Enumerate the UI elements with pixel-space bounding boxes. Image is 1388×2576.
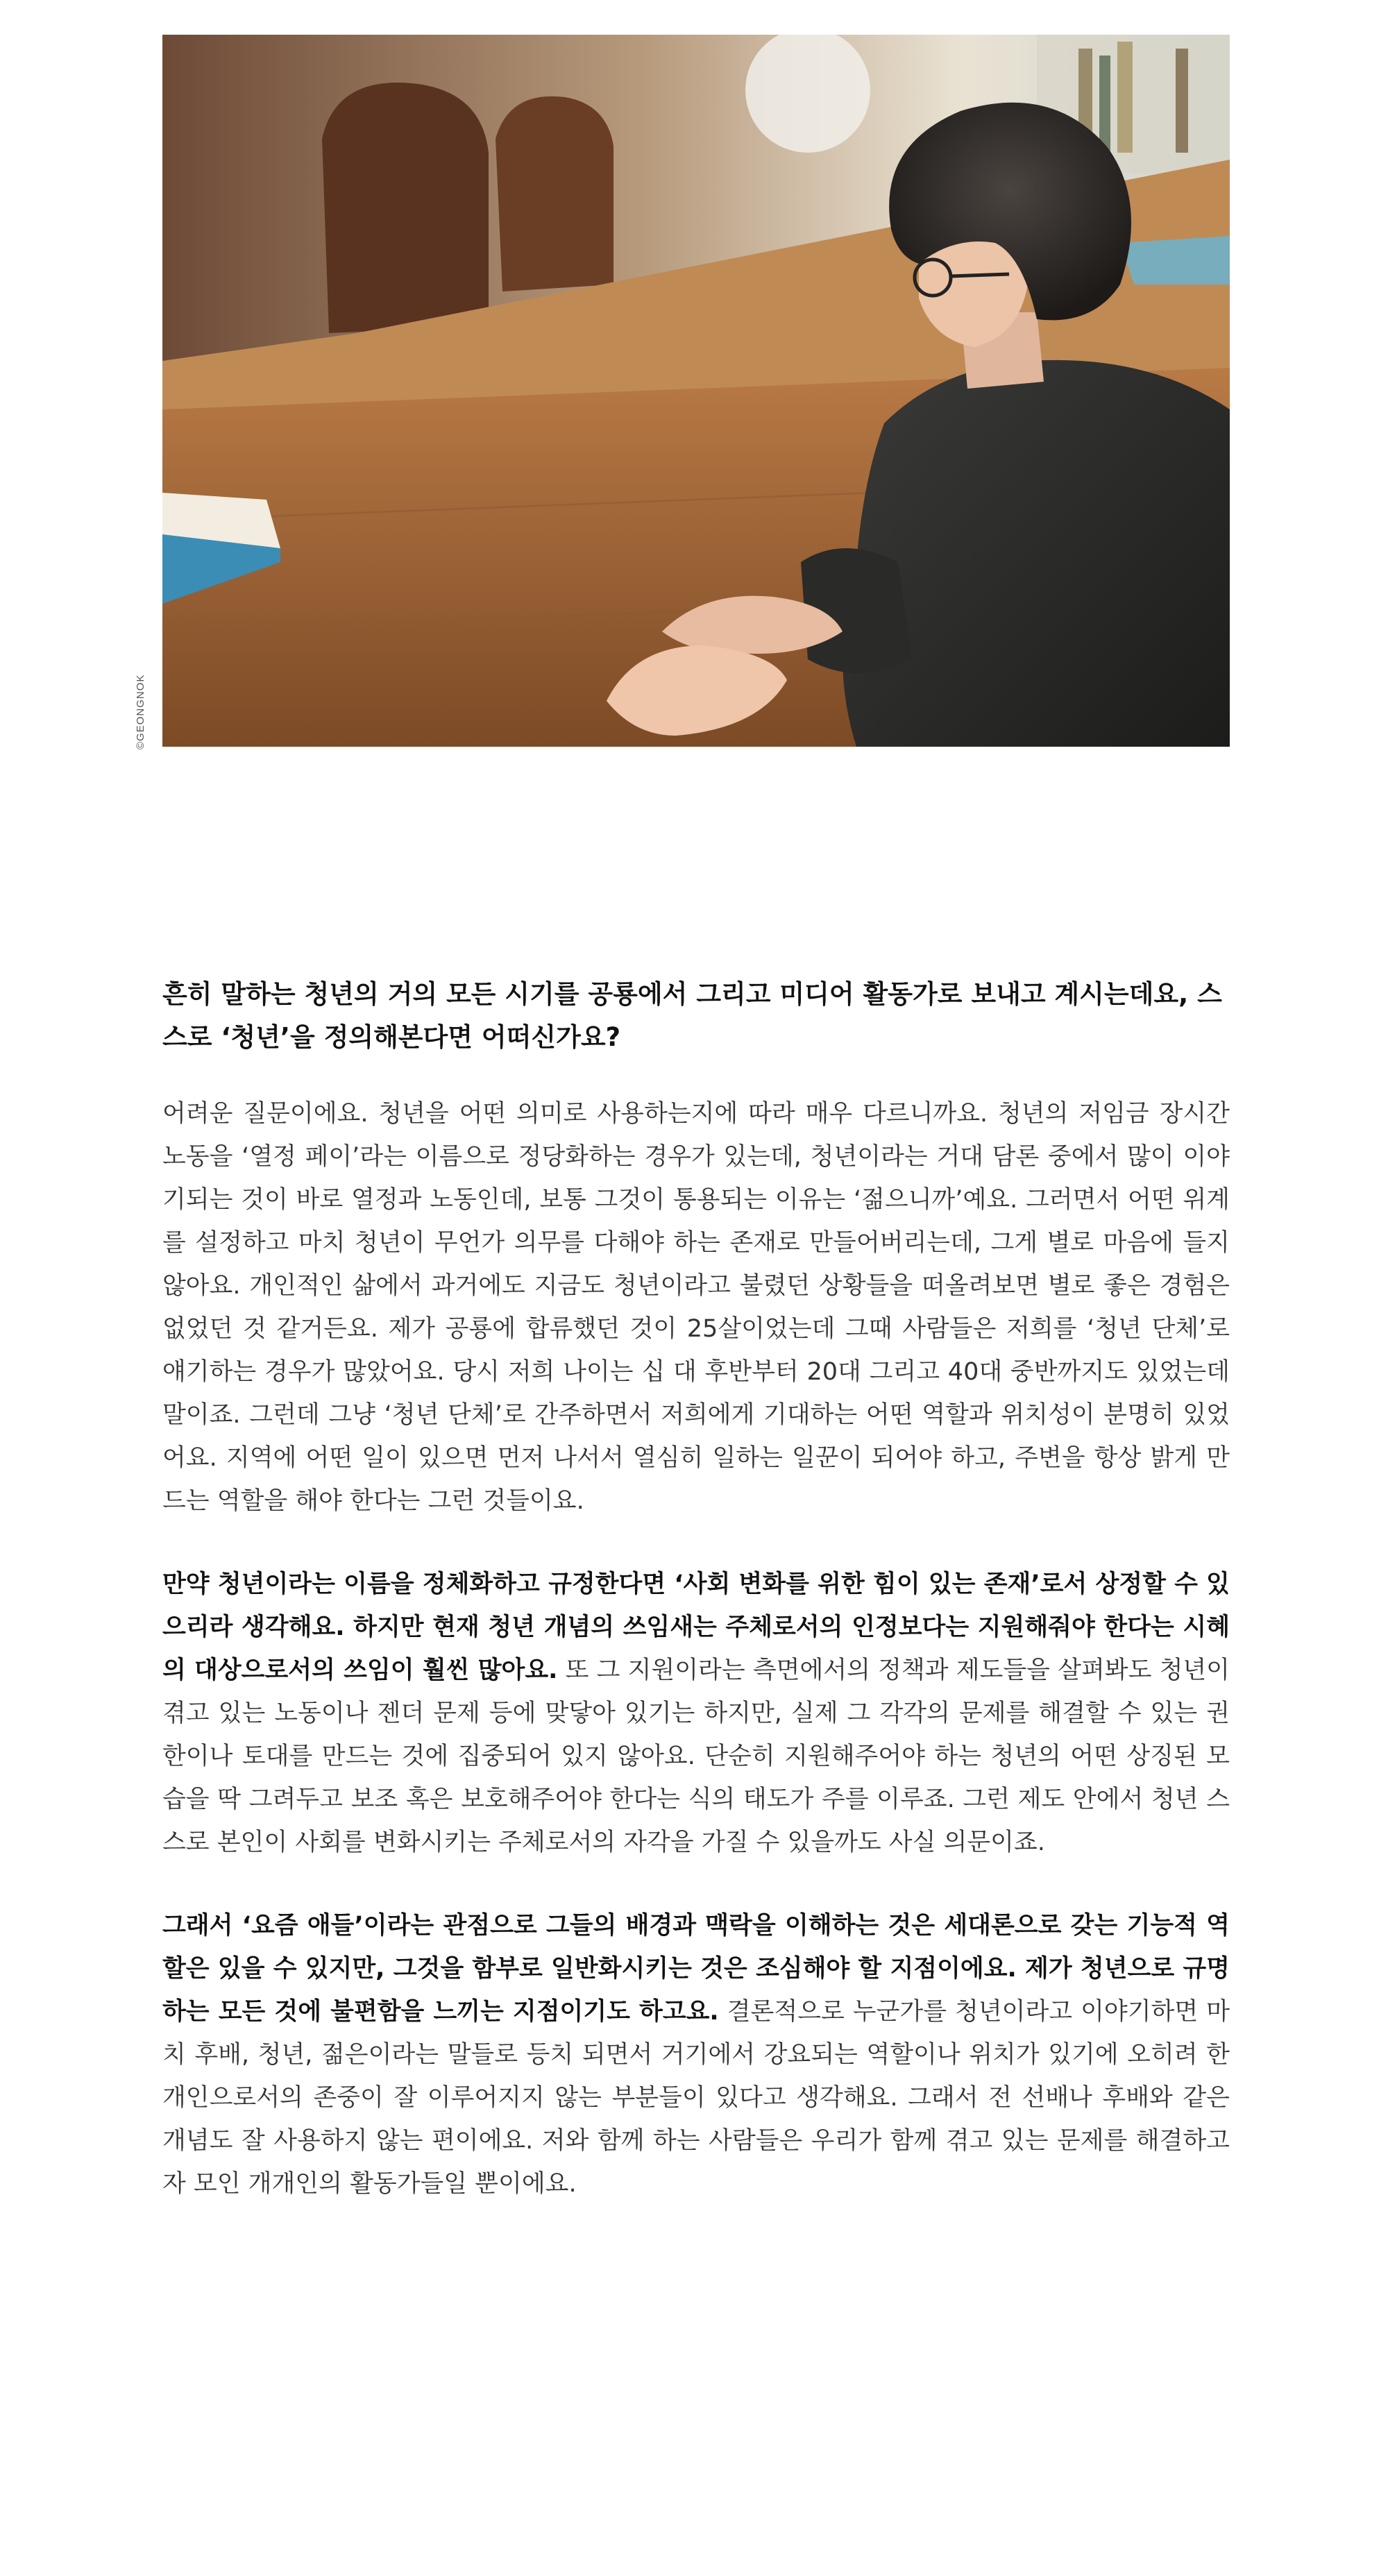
answer-paragraph-1: 어려운 질문이에요. 청년을 어떤 의미로 사용하는지에 따라 매우 다르니까요. 청년의 저임금 장시간 노동을 ‘열정 페이’라는 이름으로 정당화하는 경우가 있는데, 청년이라는 거대 담론 중에서 많이 이야기되는 것이 바로 열정과 노동인데, 보통 그것이 통용되는 이유는 ‘젊으니까’예요. 그러면서 어떤 위계를 설정하고 마치 청년이 무언가 의무를 다해야 하는 존재로 만들어버리는데, 그게 별로 마음에 들지 않아요. 개인적인 삶에서 과거에도 지금도 청년이라고 불렸던 상황들을 떠올려보면 별로 좋은 경험은 없었던 것 같거든요. 제가 공룡에 합류했던 것이 25살이었는데 그때 사람들은 저희를 ‘청년 단체’로 얘기하는 경우가 많았어요. 당시 저희 나이는 십 대 후반부터 20대 그리고 40대 중반까지도 있었는데 말이죠. 그런데 그냥 ‘청년 단체’로 간주하면서 저희에게 기대하는 어떤 역할과 위치성이 분명히 있었어요. 지역에 어떤 일이 있으면 먼저 나서서 열심히 일하는 일꾼이 되어야 하고, 주변을 항상 밝게 만드는 역할을 해야 한다는 그런 것들이요. xyxy=(162,1100,1230,1515)
interview-article xyxy=(162,973,1230,2246)
answer-paragraph-3-highlight: 그래서 ‘요즘 애들’이라는 관점으로 그들의 배경과 맥락을 이해하는 것은 세대론으로 갖는 기능적 역할은 있을 수 있지만, 그것을 함부로 일반화시키는 것은 조심해야 할 지점이에요. 제가 청년으로 규명하는 모든 것에 불편함을 느끼는 지점이기도 하고요. xyxy=(162,1912,1230,2026)
answer-paragraph-2-highlight: 만약 청년이라는 이름을 정체화하고 규정한다면 ‘사회 변화를 위한 힘이 있는 존재’로서 상정할 수 있으리라 생각해요. 하지만 현재 청년 개념의 쓰임새는 주체로서의 인정보다는 지원해줘야 한다는 시혜의 대상으로서의 쓰임이 훨씬 많아요. xyxy=(162,1570,1230,1684)
photo-credit: ©GEONGNOK xyxy=(135,674,146,749)
interview-photo-illustration xyxy=(162,35,1230,747)
answer-paragraph-3 xyxy=(162,1904,1230,2205)
answer-paragraph-3-body: 결론적으로 누군가를 청년이라고 이야기하면 마치 후배, 청년, 젊은이라는 말들로 등치 되면서 거기에서 강요되는 역할이나 위치가 있기에 오히려 한 개인으로서의 존중이 잘 이루어지지 않는 부분들이 있다고 생각해요. 그래서 전 선배나 후배와 같은 개념도 잘 사용하지 않는 편이에요. 저와 함께 하는 사람들은 우리가 함께 겪고 있는 문제를 해결하고자 모인 개개인의 활동가들일 뿐이에요. xyxy=(162,1998,1230,2198)
answer-paragraph-2-body: 또 그 지원이라는 측면에서의 정책과 제도들을 살펴봐도 청년이 겪고 있는 노동이나 젠더 문제 등에 맞닿아 있기는 하지만, 실제 그 각각의 문제를 해결할 수 있는 권한이나 토대를 만드는 것에 집중되어 있지 않아요. 단순히 지원해주어야 하는 청년의 어떤 상징된 모습을 딱 그려두고 보조 혹은 보호해주어야 한다는 식의 태도가 주를 이루죠. 그런 제도 안에서 청년 스스로 본인이 사회를 변화시키는 주체로서의 자각을 가질 수 있을까도 사실 의문이죠. xyxy=(162,1656,1230,1856)
interview-photo xyxy=(162,35,1230,747)
interview-question: 흔히 말하는 청년의 거의 모든 시기를 공룡에서 그리고 미디어 활동가로 보내고 계시는데요, 스스로 ‘청년’을 정의해본다면 어떠신가요? xyxy=(162,979,1222,1052)
answer-paragraph-2 xyxy=(162,1563,1230,1864)
